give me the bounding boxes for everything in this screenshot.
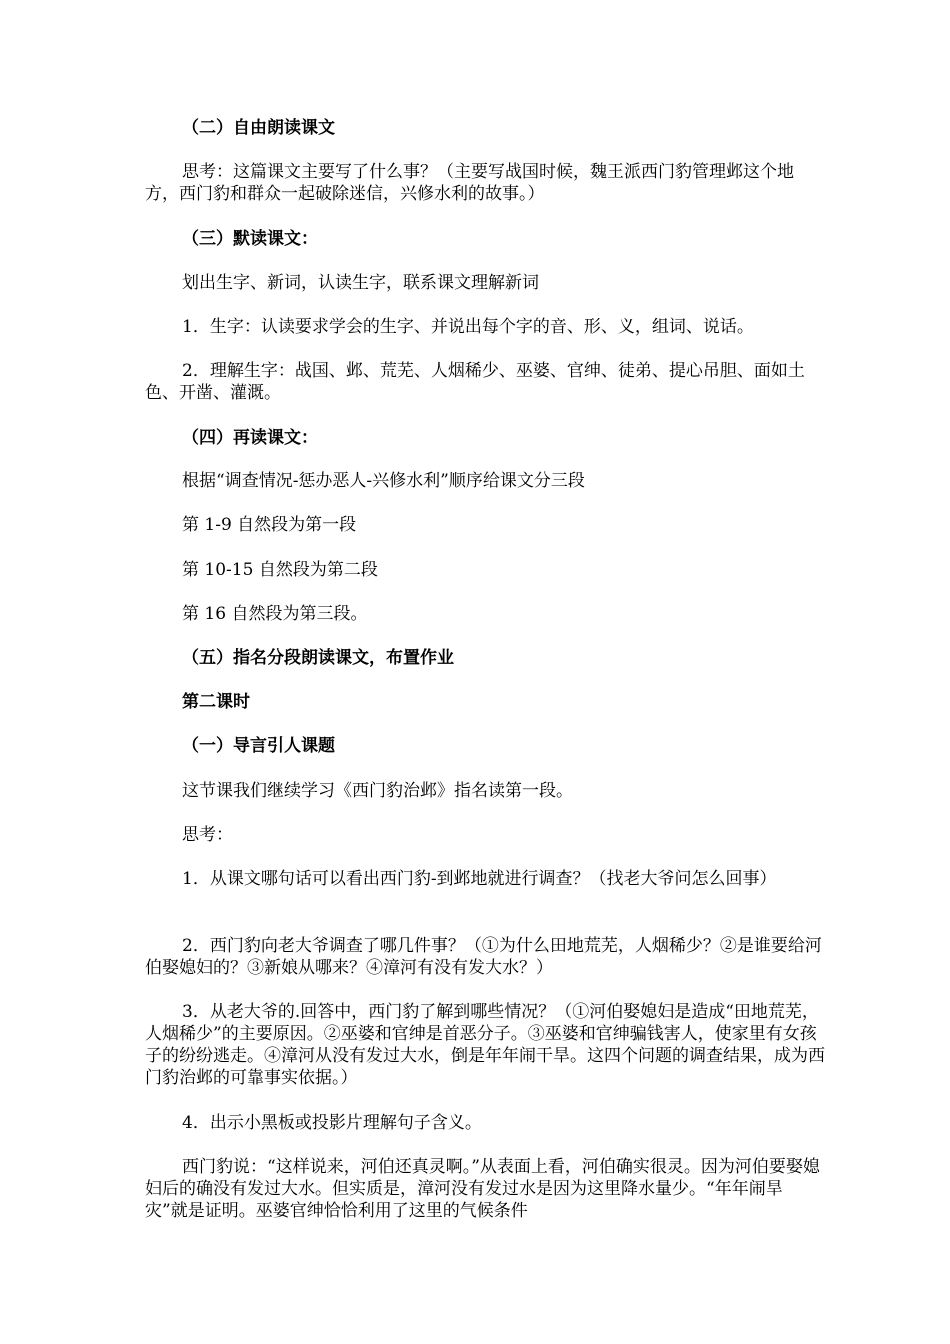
lesson-title: 第二课时	[182, 692, 250, 712]
paragraph-question-2: 2．西门豹向老大爷调查了哪几件事？（①为什么田地荒芜，人烟稀少？②是谁要给河伯娶媳妇的？③新娘从哪来？④漳河有没有发大水？）	[145, 936, 822, 978]
paragraph-item-1: 1．生字：认读要求学会的生字、并说出每个字的音、形、义，组词、说话。	[182, 317, 754, 337]
section-heading-1b: （一）导言引人课题	[182, 736, 335, 756]
paragraph-seg-2: 第 10-15 自然段为第二段	[182, 560, 378, 580]
paragraph-think-2: 思考：	[182, 825, 233, 845]
section-heading-5: （五）指名分段朗读课文，布置作业	[182, 648, 454, 668]
paragraph-seg-3: 第 16 自然段为第三段。	[182, 604, 368, 624]
section-heading-3: （三）默读课文：	[182, 229, 318, 249]
paragraph-question-1: 1．从课文哪句话可以看出西门豹-到邺地就进行调查？（找老大爷问怎么回事）	[182, 869, 777, 889]
paragraph-item-2: 2．理解生字：战国、邺、荒芜、人烟稀少、巫婆、官绅、徒弟、提心吊胆、面如土色、开凿、灌溉。	[145, 361, 805, 403]
section-heading-2: （二）自由朗读课文	[182, 118, 335, 138]
paragraph-question-4: 4．出示小黑板或投影片理解句子含义。	[182, 1113, 482, 1133]
paragraph-think-1: 思考：这篇课文主要写了什么事？（主要写战国时候，魏王派西门豹管理邺这个地方，西门豹和群众一起破除迷信，兴修水利的故事。）	[145, 162, 794, 204]
paragraph-explain: 西门豹说：“这样说来，河伯还真灵啊。”从表面上看，河伯确实很灵。因为河伯要娶媳妇后的确没有发过大水。但实质是，漳河没有发过水是因为这里降水量少。“年年闹旱灾”就是证明。巫婆官绅恰恰利用了这里的气候条件	[145, 1157, 820, 1221]
paragraph-task-1: 划出生字、新词，认读生字，联系课文理解新词	[182, 273, 539, 293]
paragraph-question-3: 3．从老大爷的.回答中，西门豹了解到哪些情况？（①河伯娶媳妇是造成“田地荒芜，人烟稀少”的主要原因。②巫婆和官绅是首恶分子。③巫婆和官绅骗钱害人，使家里有女孩子的纷纷逃走。④漳河从没有发过大水，倒是年年闹干旱。这四个问题的调查结果，成为西门豹治邺的可靠事实依据。）	[145, 1002, 825, 1088]
paragraph-seg-intro: 根据“调查情况-惩办恶人-兴修水利”顺序给课文分三段	[182, 471, 585, 491]
section-heading-4: （四）再读课文：	[182, 428, 318, 448]
paragraph-seg-1: 第 1-9 自然段为第一段	[182, 515, 357, 535]
paragraph-intro-2: 这节课我们继续学习《西门豹治邺》指名读第一段。	[182, 781, 573, 801]
